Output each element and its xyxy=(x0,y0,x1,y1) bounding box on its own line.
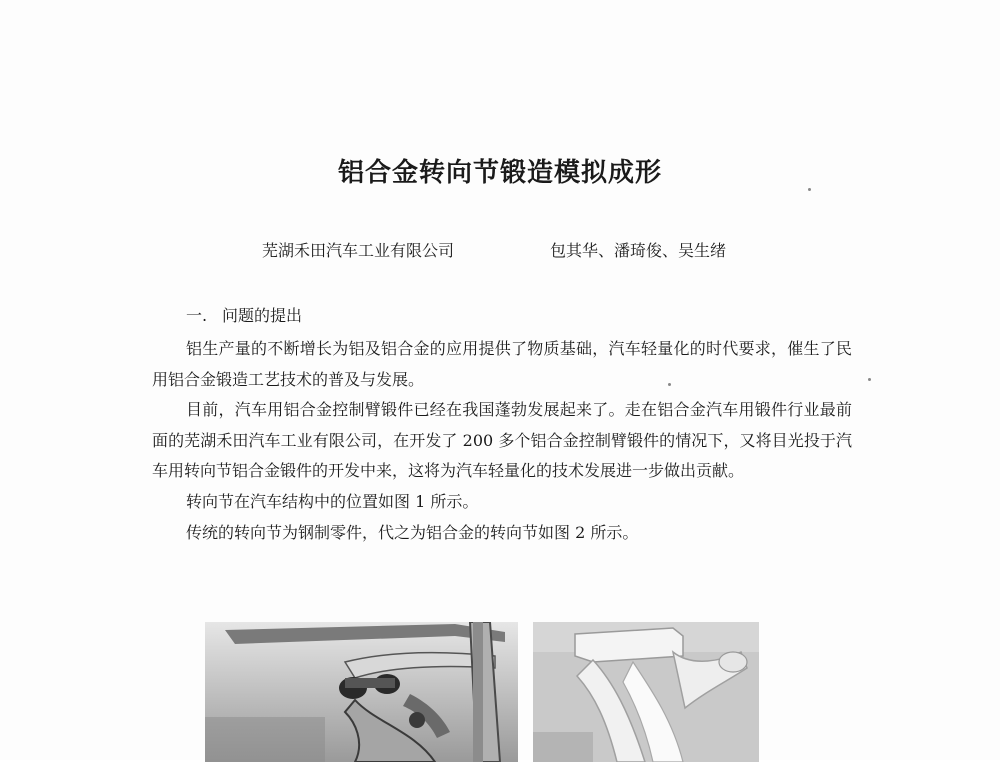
affiliation: 芜湖禾田汽车工业有限公司 xyxy=(262,241,455,260)
scan-speck xyxy=(808,188,811,191)
authors: 包其华、潘琦俊、吴生绪 xyxy=(550,241,727,260)
scan-speck xyxy=(868,378,871,381)
suspension-image xyxy=(205,622,518,762)
section-number: 一. xyxy=(186,306,208,325)
paragraph: 铝生产量的不断增长为铝及铝合金的应用提供了物质基础，汽车轻量化的时代要求，催生了民用铝合金锻造工艺技术的普及与发展。 xyxy=(152,339,852,389)
scan-speck xyxy=(668,383,671,386)
figure-1-suspension-photo xyxy=(205,622,518,762)
section-title: 问题的提出 xyxy=(222,306,303,325)
paper-title: 铝合金转向节锻造模拟成形 xyxy=(337,158,662,188)
section-heading xyxy=(186,303,302,326)
paragraph: 目前，汽车用铝合金控制臂锻件已经在我国蓬勃发展起来了。走在铝合金汽车用锻件行业最前面的芜湖禾田汽车工业有限公司，在开发了 200 多个铝合金控制臂锻件的情况下，又将目光投于汽车用转向节铝合金锻件的开发中来，这将为汽车轻量化的技术发展进一步做出贡献。 xyxy=(152,400,852,481)
paragraph: 转向节在汽车结构中的位置如图 1 所示。 xyxy=(186,491,479,511)
knuckle-image xyxy=(533,622,759,762)
paragraph: 传统的转向节为钢制零件，代之为铝合金的转向节如图 2 所示。 xyxy=(186,522,639,542)
body-text xyxy=(152,334,852,548)
figure-2-knuckle-photo xyxy=(533,622,759,762)
